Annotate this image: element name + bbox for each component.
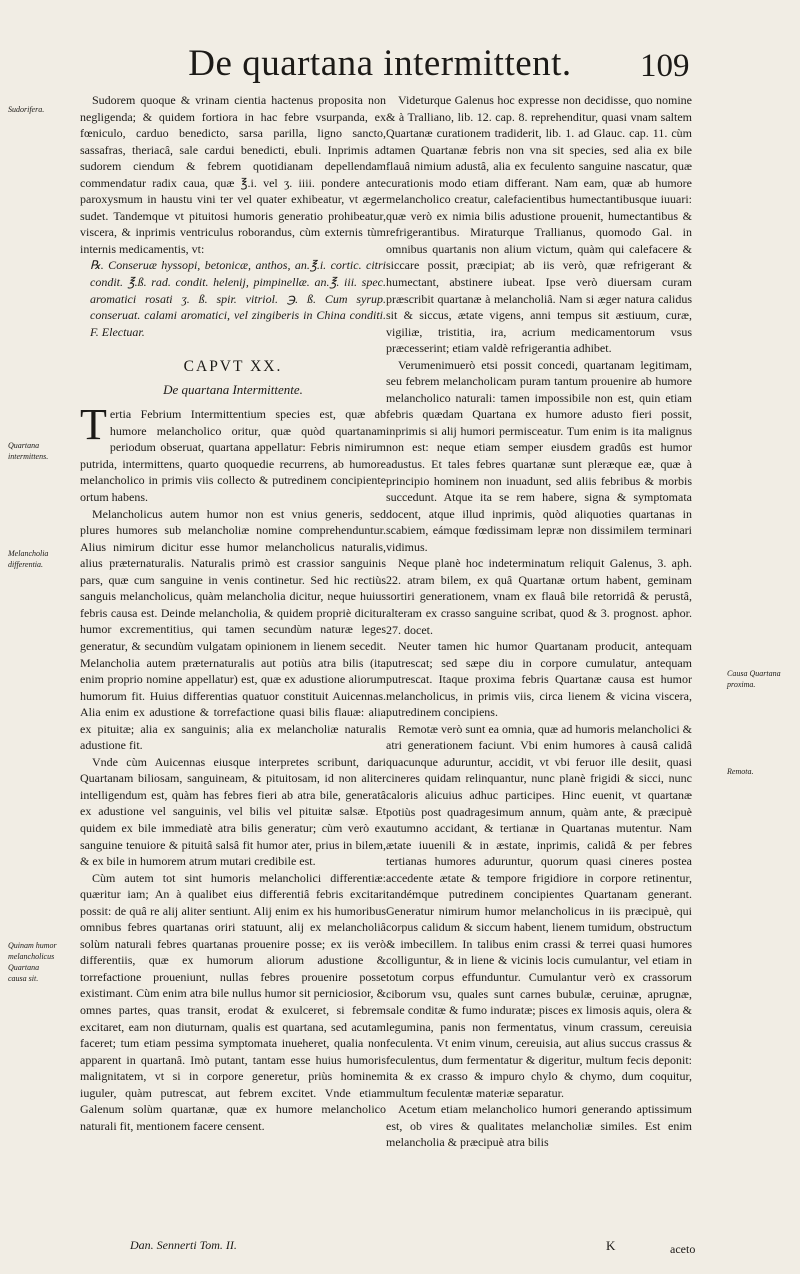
right-paragraph-4: Neuter tamen hic humor Quartanam producit, antequam putrescat; sed sæpe diu in corpore cumulatur, antequam putrescat. Itaque proxima febris Quartanæ causa est humor melancholicus, in primis viis, circa lienem & vicina viscera, putredinem concipiens. <box>386 639 692 720</box>
drop-cap: T <box>80 400 107 450</box>
left-paragraph-3: Melancholicus autem humor non est vnius generis, sed plures humores sub melancholiæ nomine comprehenduntur. Alius nimirum dicitur esse humor melancholicus naturalis, alius præternaturalis. Naturalis primò est crassior sanguinis pars, quæ cum sanguine in venis continetur. Sed hic rectiùs sanguis melancholicus, quàm melancholia dicitur, neque huius febris causa est. Deinde melancholia, & quidem propriè dicitur humor excrementitius, qui tamen secundùm naturæ leges generatur, & secundùm vulgatam opinionem in lienem secedit. Melancholia autem præternaturalis aut potiùs atra bilis (ita enim proprio nomine appellatur) est, quæ ex adustione aliorum humorum fit. Huius differentias quatuor constituit Auicennas. Alia enim ex adustione & torrefactione quasi bilis flauæ: alia ex pituitæ; alia ex sanguinis; alia ex melancholiæ naturalis adustione fit. <box>80 506 386 753</box>
margin-note-remota: Remota. <box>727 767 754 776</box>
right-paragraph-6: Acetum etiam melancholico humori generando aptissimum est, ob vires & qualitates melancholiæ similes. Est enim melancholia & præcipuè atra bilis <box>386 1102 692 1150</box>
left-paragraph-2 <box>80 400 386 505</box>
chapter-subtitle: De quartana Intermittente. <box>163 381 303 397</box>
right-paragraph-2: Verumenimuerò etsi possit concedi, quartanam legitimam, seu febrem melancholicam puram tantum prouenire ab humore melancholico naturali: tamen impossibile non est, quin etiam febris quædam Quartana ex humore adusto fieri possit, inprimis si alij humori permisceatur. Tum enim is ita malignus non est: neque etiam semper eiusdem gradûs est humor adustus. Et tales febres quartanæ sunt pleræque eæ, quæ à principio hominem non inuadunt, sed aliis febribus & morbis succedunt. Atque ita se rem habere, signa & symptomata docent, atque illud inprimis, quòd aliquoties quartanas in scabiem, eámque fœdissimam lepræ non dissimilem terminari vidimus. <box>386 357 692 554</box>
recipe-block: ℞. Conseruæ hyssopi, betonicæ, anthos, an.℥.i. cortic. citri condit. ℥.ß. rad. condit. helenij, pimpinellæ. an.℥. iii. spec. aromatici rosati ʒ. ß. spir. vitriol. ℈. ß. Cum syrup. conseruat. calami aromatici, vel zingiberis in China conditi. F. Electuar. <box>90 258 386 339</box>
right-paragraph-5: Remotæ verò sunt ea omnia, quæ ad humoris melancholici & atri generationem faciunt. Vbi enim humores à causâ calidâ quacunque aduruntur, accidit, vt vbi feruor ille desiit, quasi cineres quidam relinquantur, nunc planè frigidi & sicci, nunc caloris alicuius adhuc participes. Hinc euenit, vt quartanæ potiùs post quadragesimum annum, quàm ante, & præcipuè autumno accidant, & tertianæ in Quartanas mutentur. Nam ætate iuuenili & in æstate, inprimis, calidâ & per febres tertianas humores aduruntur, quorum quasi cineres postea accedente ætate & tempore frigidiore in corpore retinentur, tandémque putredinem concipientes Quartanam generant. Generatur nimirum humor melancholicus in iis præcipuè, qui corpus calidum & siccum habent, lienem tumidum, obstructum & imbecillem. In talibus enim crassi & terrei quasi humores colliguntur, & in liene & vicinis locis cumulantur, vel etiam in totum corpus effunduntur. Cumulantur verò ex crassorum ciborum vsu, quales sunt carnes bubulæ, ceruinæ, aprugnæ, sale conditæ & fumo induratæ; pisces ex limosis aquis, olera & legumina, panis non fermentatus, vinum crassum, cereuisia feculenta. Vt enim vinum, cereuisia, aut alius succus crassus & feculentus, dum fermentatur & digeritur, multum fecis deponit: ita & ex crasso & impuro chylo & chymo, dum coquitur, multum feculentæ materiæ separatur. <box>386 721 692 1100</box>
margin-note-causa-proxima: Causa Quartana proxima. <box>727 669 781 689</box>
margin-note-sudorifera: Sudorifera. <box>8 105 45 114</box>
margin-note-quinam-humor: Quinam humor melancholicus Quartana causa sit. <box>8 941 57 983</box>
page-number: 109 <box>640 48 690 84</box>
catchword: aceto <box>670 1242 696 1256</box>
margin-note-quartana-intermittens: Quartana intermittens. <box>8 441 49 461</box>
running-title: De quartana intermittent. <box>188 43 572 84</box>
right-paragraph-3: Neque planè hoc indeterminatum reliquit Galenus, 3. aph. 22. atram bilem, ex quâ Quartanæ ortum habent, geminam sortiri generationem, vnam ex flauâ bile retorridâ & perustâ, alteram ex crasso sanguine scribat, quod & 3. prognost. aphor. 27. docet. <box>386 556 692 637</box>
right-column <box>386 92 692 1151</box>
footer-signature: Dan. Sennerti Tom. II. <box>130 1238 237 1252</box>
left-paragraph-5: Cùm autem tot sint humoris melancholici differentiæ: quæritur iam; An à qualibet eius differentiâ febris excitari possit: de quâ re alij aliter sentiunt. Alij enim ex his humoribus omnibus febres quartanas oriri statuunt, alij ex melancholiâ solùm naturali febres quartanas prouenire posse; ex iis verò differentiis, quæ ex humorum aliorum adustione & torrefactione proueniunt, nullas febres prouenire posse existimant. Cùm enim atra bile nullus humor sit perniciosior, & omnes partes, quas transit, erodat & exulceret, si febrem excitaret, eam non diuturnam, qualis est quartana, sed acutam faceret; tum etiam pessima symptomata inueheret, qualia non apparent in quartanâ. Imò putant, tantam esse huius humoris malignitatem, vt si in corpore generetur, priùs hominem iuguler, quàm putrescat, aut febrem excitet. Vnde etiam Galenum solùm quartanæ, quæ ex humore melancholico naturali fit, mentionem facere censent. <box>80 870 386 1133</box>
left-paragraph-1: Sudorem quoque & vrinam cientia hactenus proposita non negligenda; & quidem fortiora in hac febre vsurpanda, ex fœniculo, carduo benedicto, sarsa parilla, ligno sancto, sassafras, theriacâ, sale cardui benedicti, ebuli. Inprimis ad sudorem ciendum & febrem quotidianam depellendam commendatur radix caua, quæ ℥.i. vel ʒ. iiii. pondere ante paroxysmum in haustu vini ter vel quater exhibeatur, vt æger sudet. Tandemque vt pituitosi humoris generatio prohibeatur, viscera, & inprimis ventriculus roborandus, cùm externis tùm internis medicamentis, vt: <box>80 93 386 256</box>
left-column <box>80 92 386 1134</box>
signature-mark: K <box>606 1238 616 1253</box>
chapter-heading: CAPVT XX. <box>183 358 283 376</box>
right-paragraph-1: Videturque Galenus hoc expresse non decidisse, quo nomine & à Tralliano, lib. 12. cap. 8. reprehenditur, quasi vnam saltem Quartanæ curationem tradiderit, lib. 1. ad Glauc. cap. 11. cùm tamen Quartanæ febris non vna sit species, sed alia ex bile flauâ nimium adustâ, alia ex feculento sanguine nascatur, quæ curationis modo etiam differant. Nam eam, quæ ab humore melancholico creatur, calefacientibus humectantibusque iuuari: quæ verò ex nimia bilis adustione prouenit, humectantibus & refrigerantibus. Miraturque Trallianus, quomodo Gal. in omnibus quartanis non alium victum, quàm qui calefacere & siccare possit, præcipiat; ab iis verò, quæ refrigerant & humectant, abstinere iubeat. Ipse verò diuersam curam præscribit quartanæ à melancholiâ. Nam si æger natura calidus sit & siccus, ætate vigens, anni tempus sit æstiuum, curæ, vigiliæ, tristitia, ira, acrium medicamentorum vsus præcesserint; etiam valdè refrigerantia adhibet. <box>386 93 692 356</box>
left-paragraph-2-text: ertia Febrium Intermittentium species est, quæ ab humore melancholico oritur, quæ quòd quartanam periodum obseruat, quartana appellatur: Febris nimirum putrida, intermittens, quarto quoquedie recurrens, ab humore melancholico in primis viis collecto & putredinem concipiente ortum habens. <box>80 407 386 505</box>
margin-note-melancholiae-differentia: Melancholia differentia. <box>8 549 49 569</box>
left-paragraph-4: Vnde cùm Auicennas eiusque interpretes scribunt, dari Quartanam biliosam, sanguineam, & pituitosam, id non aliter intelligendum est, quàm has febres fieri ab atra bile, generatâ ex adustione vel sanguinis, vel bilis vel pituitæ salsæ. Et quidem ex bile immediatè atra bilis generatur; cùm verò ex sanguine tenuiore & pituitâ salsâ fit humor ater, prius in bilem, & ex bile in humorem atrum mutari credibile est. <box>80 754 386 869</box>
